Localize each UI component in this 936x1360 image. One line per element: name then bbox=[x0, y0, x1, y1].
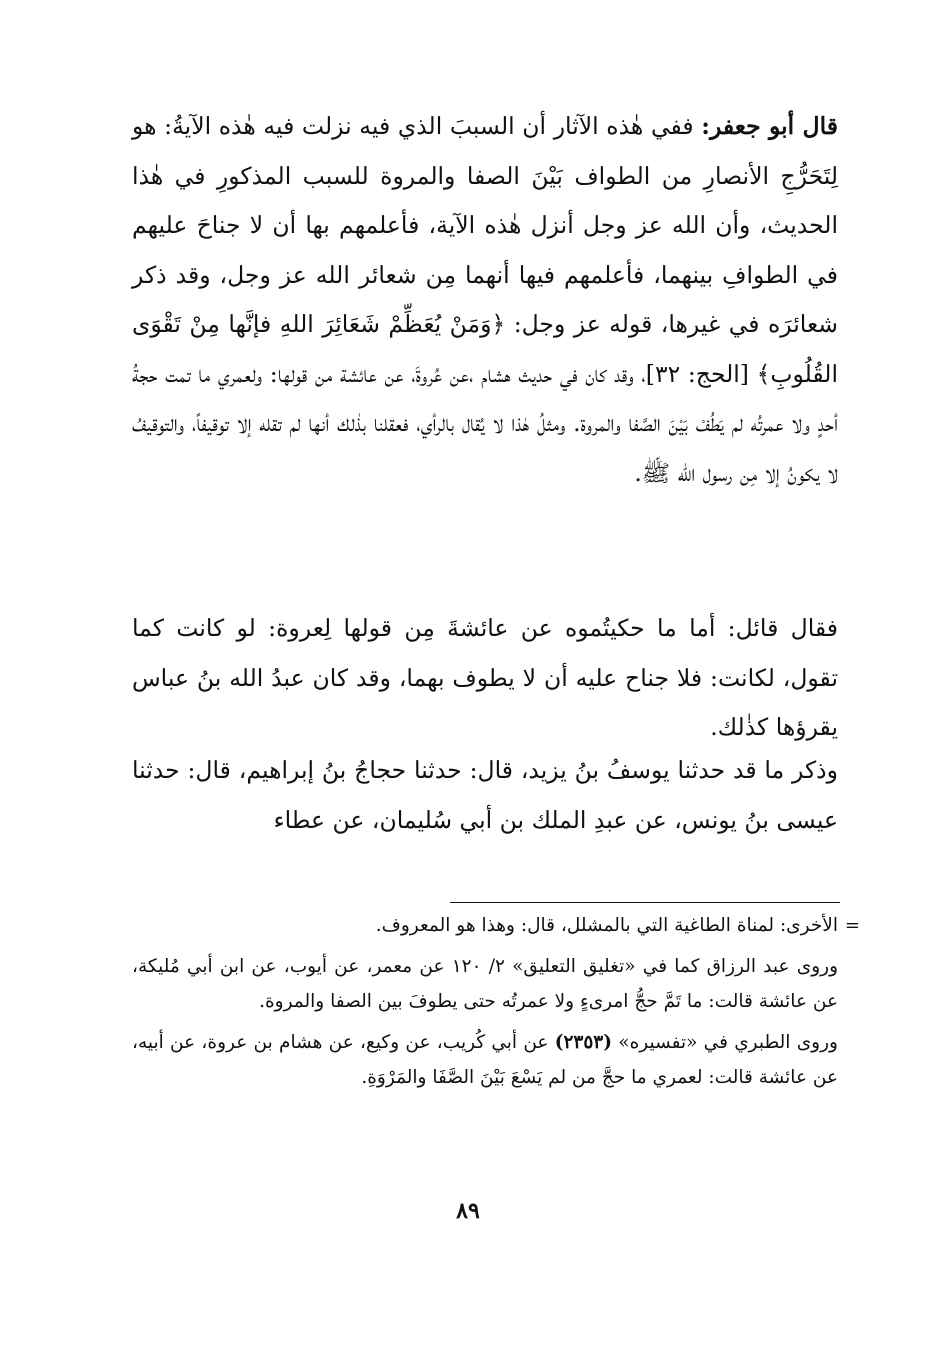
footnote-abdurrazzaq: وروى عبد الرزاق كما في «تغليق التعليق» ٢/ ١٢٠ عن معمر، عن أيوب، عن ابن أبي مُليكة، عن عائشة قالت: ما تَمَّ حجُّ امرىءٍ ولا عمرتُه حتى يطوفَ بين الصفا والمروة. bbox=[132, 956, 838, 1012]
footnote-text: عن أبي كُريب، عن وكيع، عن هشام بن عروة، عن أبيه، عن عائشة قالت: لعمري ما حجَّ من لم يَسْعَ بَيْنَ الصَّفَا والمَرْوَةِ. bbox=[132, 1032, 838, 1088]
paragraph-isnad: وذكر ما قد حدثنا يوسفُ بنُ يزيد، قال: حدثنا حجاجُ بنُ إبراهيم، قال: حدثنا عيسى بنُ يونس، عن عبدِ الملك بن أبي سُليمان، عن عطاء bbox=[132, 756, 838, 834]
speaker-label: قال أبو جعفر: bbox=[701, 112, 839, 140]
footnotes bbox=[132, 908, 860, 1095]
page-number: ٨٩ bbox=[456, 1198, 480, 1224]
continuation-mark: = bbox=[844, 915, 860, 936]
footnote-divider bbox=[450, 902, 840, 903]
paragraph-objection: فقال قائل: أما ما حكيتُموه عن عائشةَ مِن قولها لِعروة: لو كانت كما تقول، لكانت: فلا جناح عليه أن لا يطوف بهما، وقد كان عبدُ الله بنُ عباس يقرؤها كذٰلك. bbox=[132, 614, 838, 741]
footnote-text: وروى الطبري في «تفسيره» bbox=[618, 1032, 838, 1053]
footnote-continued bbox=[132, 908, 860, 943]
footnote-tabari bbox=[132, 1025, 838, 1095]
footnote-reference-number: (٢٣٥٣) bbox=[554, 1032, 613, 1053]
paragraph-abu-jafar bbox=[132, 102, 838, 498]
paragraph-text: ففي هٰذه الآثار أن السببَ الذي فيه نزلت فيه هٰذه الآيةُ: هو لِتَحَرُّجِ الأنصارِ من الطواف بَيْنَ الصفا والمروة للسبب المذكورِ في هٰذا الحديث، وأن الله عز وجل أنزل هٰذه الآية، فأعلمهم بها أن لا جناحَ عليهم في الطوافِ بينهما، فأعلمهم فيها أنهما مِن شعائر الله عز وجل، وقد ذكر شعائرَه في غيرها، قوله عز وجل: ﴿وَمَنْ يُعَظِّمْ شَعَائِرَ اللهِ فإنَّها مِنْ تَقْوَى القُلُوبِ﴾ [الحج: ٣٢]، وقد كان في حديث هشام ،عن عُروةَ، عن عائشة من قولها: ولعمري ما تمت حجةُ أحدٍ ولا عمرتُه لم يَطُفْ بَيْنَ الصَّفا والمروة. ومثلُ هٰذا لا يُقال بالرأي، فعقلنا بذٰلك أنها لم تقله إلا توقيفاً، والتوقيفُ لا يكونُ إلا مِن رسول الله ﷺ. bbox=[132, 112, 839, 487]
footnote-text: الأخرى: لمناة الطاغية التي بالمشلل، قال: وهذا هو المعروف. bbox=[375, 915, 838, 936]
